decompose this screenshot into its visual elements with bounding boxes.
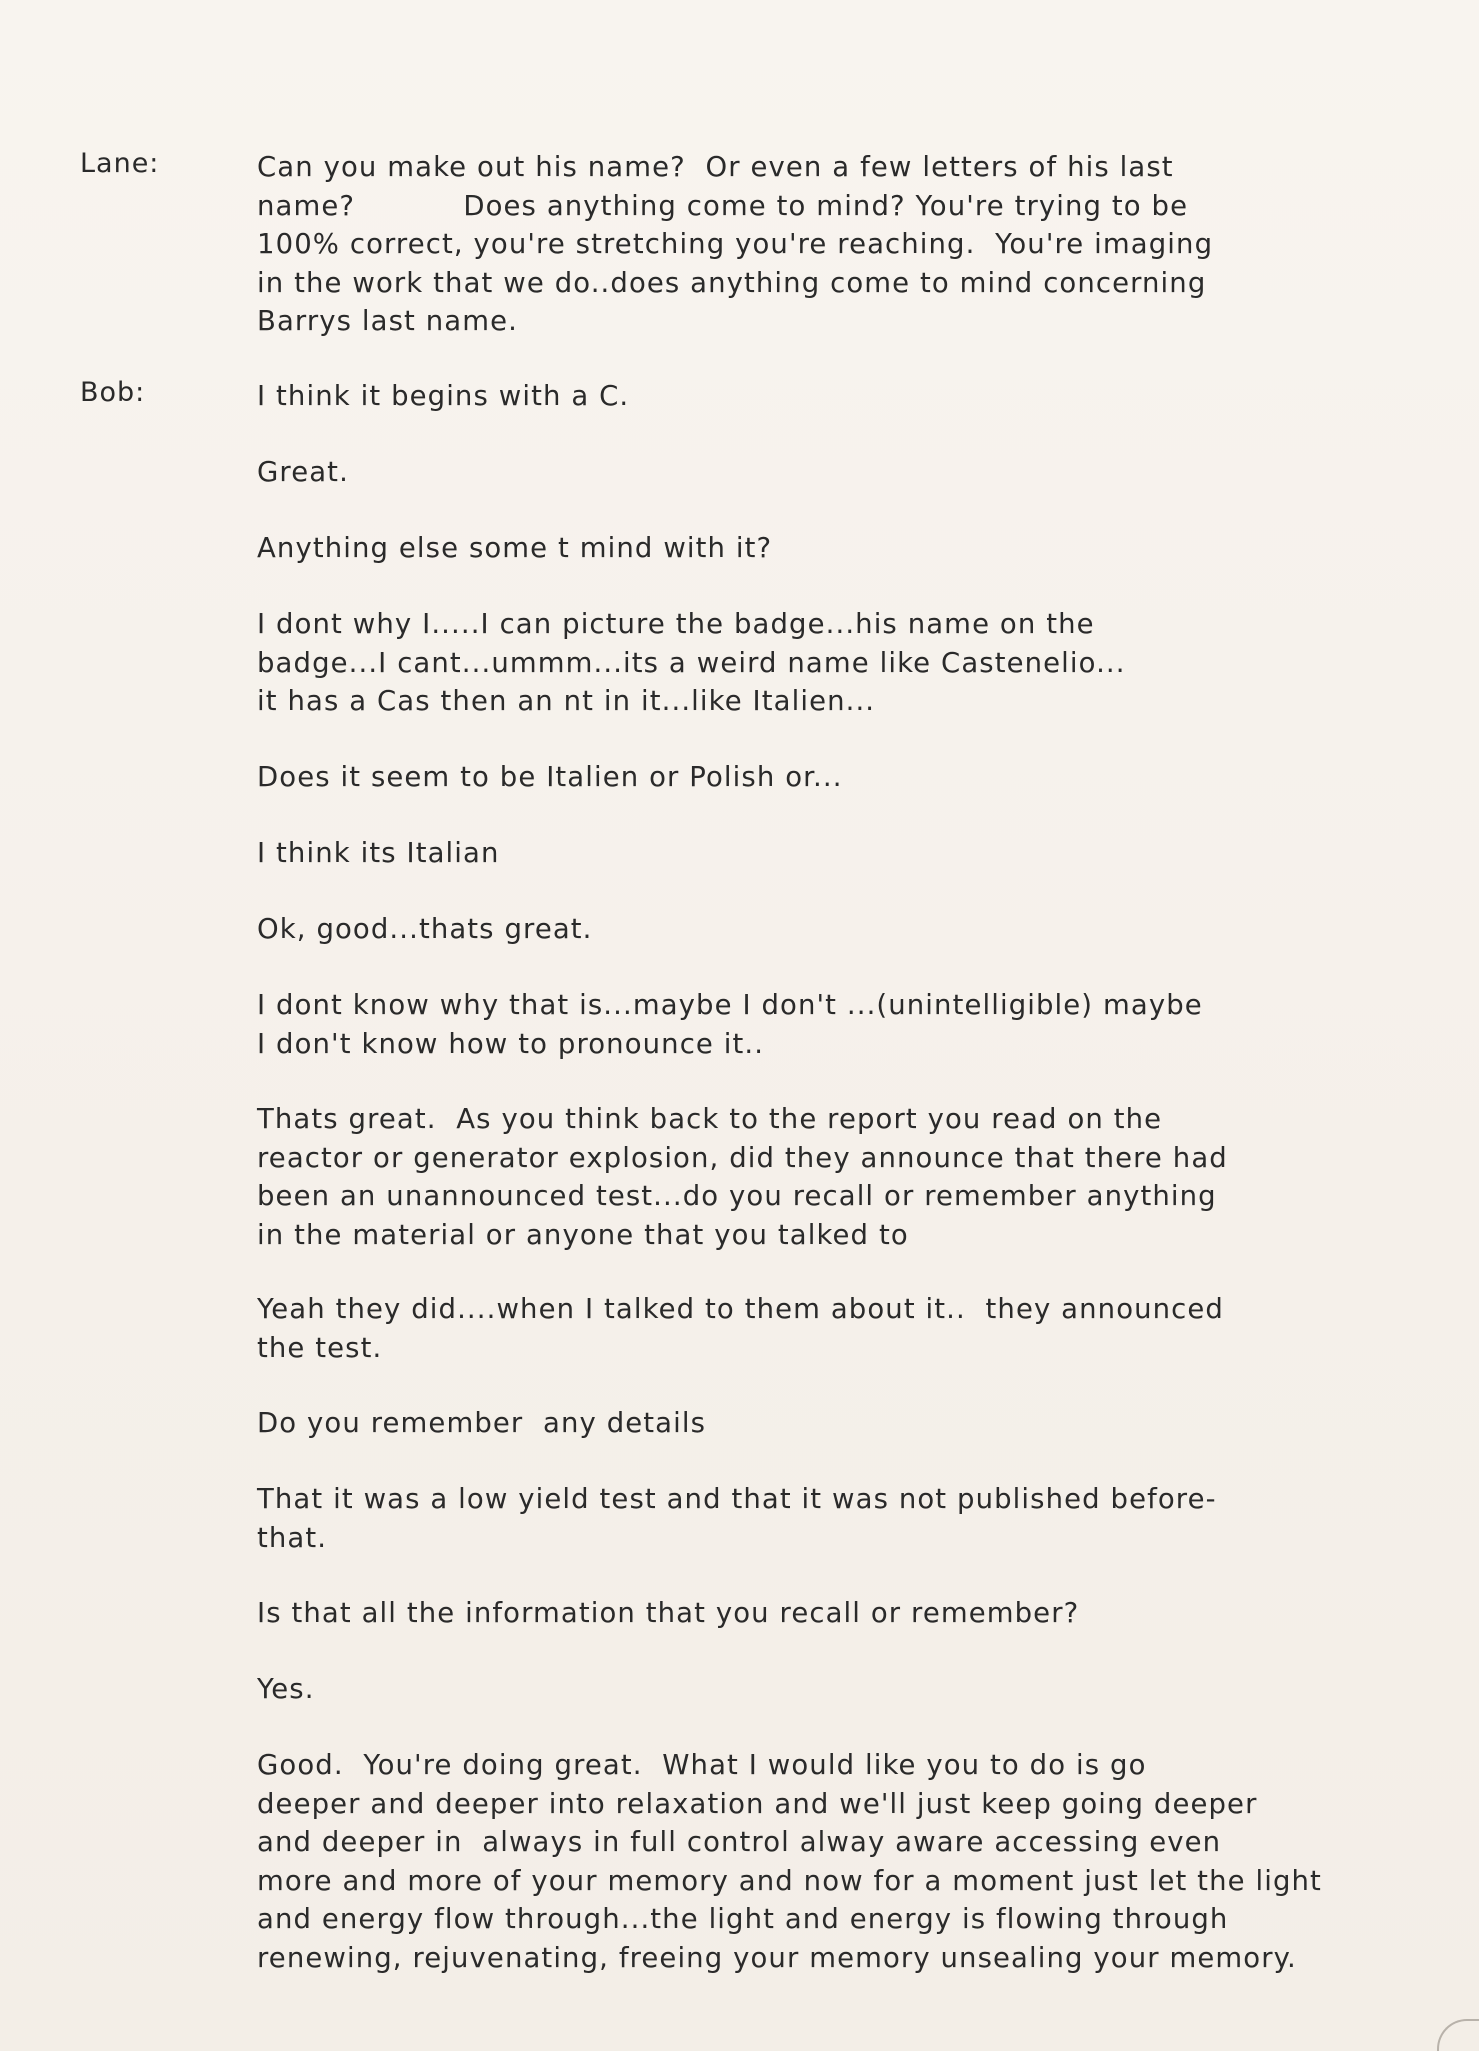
- text-line: I dont know why that is...maybe I don't ...(unintelligible) maybe: [257, 989, 1203, 1021]
- text-line: badge...I cant...ummm...its a weird name like Castenelio...: [257, 646, 1126, 679]
- text-line: That it was a low yield test and that it was not published before-: [257, 1483, 1217, 1515]
- text-line: Anything else some t mind with it?: [257, 532, 773, 564]
- text-line: Good. You're doing great. What I would like you to do is go: [257, 1749, 1147, 1781]
- text-line: and deeper in always in full control alway aware accessing even: [257, 1826, 1222, 1858]
- text-line: I think it begins with a C.: [257, 380, 630, 412]
- text-line: I dont why I.....I can picture the badge...his name on the: [257, 608, 1095, 640]
- dialogue-text: [257, 148, 1437, 341]
- text-line: in the material or anyone that you talked to: [257, 1218, 909, 1251]
- text-line: Do you remember any details: [257, 1407, 707, 1439]
- text-line: Barrys last name.: [257, 305, 518, 337]
- dialogue-text: [257, 1404, 1437, 1443]
- dialogue-text: [257, 1746, 1437, 1977]
- text-line: Ok, good...thats great.: [257, 913, 593, 945]
- text-line: I don't know how to pronounce it..: [257, 1027, 765, 1060]
- text-line: Can you make out his name? Or even a few letters of his last: [257, 151, 1174, 183]
- dialogue-text: [257, 910, 1437, 949]
- text-line: name? Does anything come to mind? You're trying to be: [257, 189, 1189, 222]
- text-line: been an unannounced test...do you recall or remember anything: [257, 1180, 1217, 1212]
- text-line: reactor or generator explosion, did they announce that there had: [257, 1141, 1228, 1174]
- dialogue-text: [257, 758, 1437, 797]
- text-line: and energy flow through...the light and energy is flowing through: [257, 1903, 1229, 1935]
- text-line: that.: [257, 1521, 328, 1554]
- dialogue-text: [257, 529, 1437, 568]
- text-line: Yes.: [257, 1673, 315, 1705]
- text-line: Yeah they did....when I talked to them about it.. they announced: [257, 1293, 1224, 1325]
- dialogue-text: [257, 1100, 1437, 1254]
- text-line: renewing, rejuvenating, freeing your memory unsealing your memory.: [257, 1941, 1297, 1974]
- text-line: more and more of your memory and now for a moment just let the light: [257, 1864, 1322, 1897]
- dialogue-text: [257, 1670, 1437, 1709]
- dialogue-text: [257, 377, 1437, 416]
- text-line: it has a Cas then an nt in it...like Italien...: [257, 685, 876, 717]
- text-line: deeper and deeper into relaxation and we'll just keep going deeper: [257, 1787, 1258, 1820]
- speaker-label: Bob:: [80, 377, 146, 408]
- text-line: the test.: [257, 1331, 383, 1364]
- dialogue-text: [257, 986, 1437, 1063]
- text-line: Is that all the information that you recall or remember?: [257, 1597, 1080, 1629]
- dialogue-text: [257, 1594, 1437, 1633]
- page-corner-mark: [1437, 2019, 1479, 2051]
- speaker-label: Lane:: [80, 148, 160, 179]
- text-line: in the work that we do..does anything come to mind concerning: [257, 266, 1207, 299]
- text-line: Great.: [257, 456, 349, 488]
- dialogue-text: [257, 605, 1437, 721]
- dialogue-text: [257, 1290, 1437, 1367]
- text-line: I think its Italian: [257, 837, 500, 869]
- text-line: 100% correct, you're stretching you're reaching. You're imaging: [257, 228, 1214, 260]
- text-line: Thats great. As you think back to the report you read on the: [257, 1103, 1163, 1135]
- dialogue-text: [257, 453, 1437, 492]
- dialogue-text: [257, 1480, 1437, 1557]
- text-line: Does it seem to be Italien or Polish or...: [257, 761, 843, 793]
- dialogue-text: [257, 834, 1437, 873]
